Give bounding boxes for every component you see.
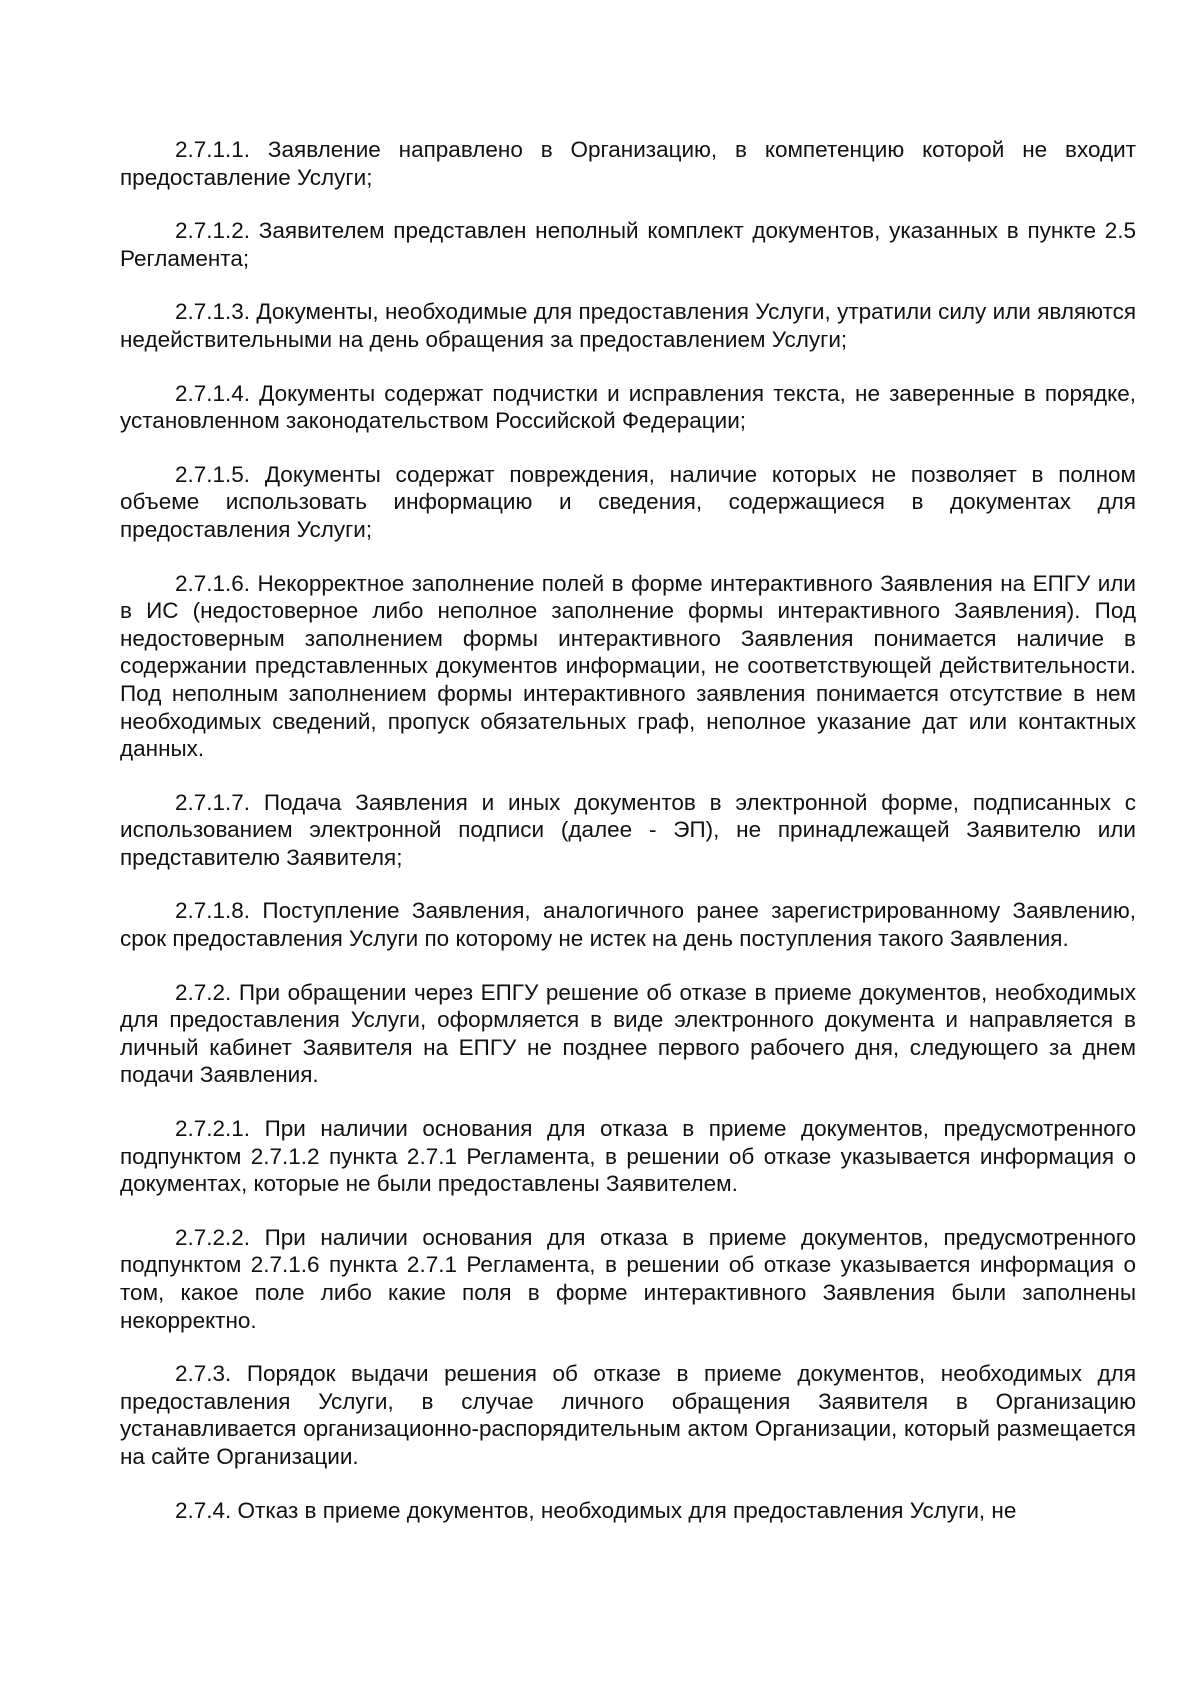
clause-2-7-1-2: 2.7.1.2. Заявителем представлен неполный комплект документов, указанных в пункте 2.5 Регламента; bbox=[120, 218, 1136, 271]
clause-2-7-1-6: 2.7.1.6. Некорректное заполнение полей в форме интерактивного Заявления на ЕПГУ или в ИС (недостоверное либо неполное заполнение формы интерактивного Заявления). Под недостоверным заполнением формы интерактивного Заявления понимается наличие в содержании представленных документов информации, не соответствующей действительности. Под неполным заполнением формы интерактивного заявления понимается отсутствие в нем необходимых сведений, пропуск обязательных граф, неполное указание дат или контактных данных. bbox=[120, 570, 1136, 762]
document-body bbox=[120, 136, 1136, 1524]
clause-2-7-2-2: 2.7.2.2. При наличии основания для отказа в приеме документов, предусмотренного подпунктом 2.7.1.6 пункта 2.7.1 Регламента, в решении об отказе указывается информация о том, какое поле либо какие поля в форме интерактивного Заявления были заполнены некорректно. bbox=[120, 1224, 1136, 1333]
clause-2-7-4: 2.7.4. Отказ в приеме документов, необходимых для предоставления Услуги, не bbox=[175, 1497, 1017, 1523]
clause-2-7-1-5: 2.7.1.5. Документы содержат повреждения, наличие которых не позволяет в полном объеме использовать информацию и сведения, содержащиеся в документах для предоставления Услуги; bbox=[120, 461, 1136, 542]
clause-2-7-1-7: 2.7.1.7. Подача Заявления и иных документов в электронной форме, подписанных с использованием электронной подписи (далее - ЭП), не принадлежащей Заявителю или представителю Заявителя; bbox=[120, 789, 1136, 870]
clause-2-7-2-1: 2.7.2.1. При наличии основания для отказа в приеме документов, предусмотренного подпунктом 2.7.1.2 пункта 2.7.1 Регламента, в решении об отказе указывается информация о документах, которые не были предоставлены Заявителем. bbox=[120, 1116, 1136, 1197]
clause-2-7-2: 2.7.2. При обращении через ЕПГУ решение об отказе в приеме документов, необходимых для предоставления Услуги, оформляется в виде электронного документа и направляется в личный кабинет Заявителя на ЕПГУ не позднее первого рабочего дня, следующего за днем подачи Заявления. bbox=[120, 979, 1136, 1088]
clause-2-7-1-3: 2.7.1.3. Документы, необходимые для предоставления Услуги, утратили силу или являются недействительными на день обращения за предоставлением Услуги; bbox=[120, 299, 1136, 352]
clause-2-7-1-1: 2.7.1.1. Заявление направлено в Организацию, в компетенцию которой не входит предоставление Услуги; bbox=[120, 137, 1136, 190]
clause-2-7-3: 2.7.3. Порядок выдачи решения об отказе в приеме документов, необходимых для предоставления Услуги, в случае личного обращения Заявителя в Организацию устанавливается организационно-распорядительным актом Организации, который размещается на сайте Организации. bbox=[120, 1361, 1136, 1469]
clause-2-7-1-8: 2.7.1.8. Поступление Заявления, аналогичного ранее зарегистрированному Заявлению, срок предоставления Услуги по которому не истек на день поступления такого Заявления. bbox=[120, 898, 1136, 952]
clause-2-7-1-4: 2.7.1.4. Документы содержат подчистки и исправления текста, не заверенные в порядке, установленном законодательством Российской Федерации; bbox=[120, 380, 1136, 434]
